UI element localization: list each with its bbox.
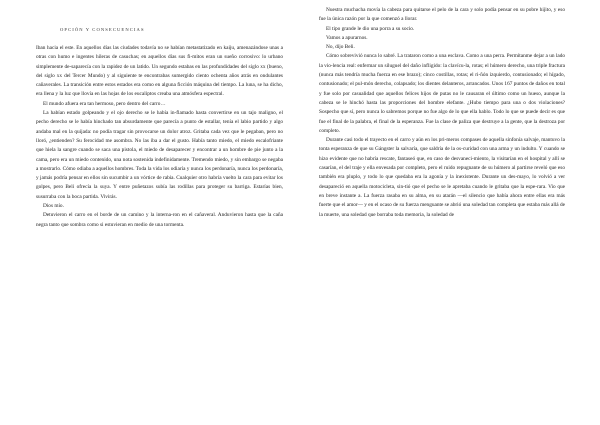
paragraph: Vamos a apurarnos. [326,34,368,41]
paragraph: Dios mío. [43,203,64,210]
left-column [36,44,283,230]
paragraph: Cómo sobrevivió nunca lo sabré. La trataron como a una esclava. Como a una perra. Permítanme dejar a un lado la vio-lencia real: enfermar un siluguel del daño infligido: la clavícu-la, rotas; el húmero derecho, una triple fractura (nunca más tendría mucha fuerza en ese brazo); cinco costillas, rotas; el ri-ñón izquierdo, contusionado; el hígado, contusionado; el pul-món derecho, colapsado; los dientes delanteros, arrancados. Unos 167 puntos de daños en total y fue solo por casualidad que aquellos felices hijos de putas no le causaran el último como un hueso, aunque la cabeza se le hinchó hasta las proporciones del hombre elefante. ¿Hubo tiempo para una o dos violaciones? Sospecho que sí, pero nunca lo sabremos porque no fue algo de lo que ella hablo. Todo lo que se puede decir es que fue el final de la palabra, el final de la esperanza. Fue la clase de paliza que destruye a la gente, que la destroza por completo. [319,53,565,134]
paragraph: Iban hacia el este. En aquellos días las ciudades todavía no se habían metastatizado en kaiju, amenazándose unas a otras con humo e ingentes hileras de casuchas; en aquellos días sus fi-mitos eran un sueño corrosivo: lo urbano simplemente de-saparecía con la rapidez de un latido. Un segundo estabas en las profundidades del siglo xx (bueno, del siglo xx del Tercer Mundo) y al siguiente te encontrabas sumergido ciento ochenta años atrás en ondulantes cañaverales. La transición entre estos estados era como en alguna ficción máquina del tiempo. La luna, se ha dicho, era llena y la luz que llovía en las hojas de los eucaliptos creaba una atmósfera espectral. [36,45,283,98]
paragraph: Detuvieron el carro en el borde de un camino y la interna-ron en el cañaveral. Anduvieron hasta que la caña negra tanto que sombra como si estuvieran en medio de una tormenta. [36,212,283,228]
paragraph: Durante casi todo el trayecto en el carro y aún en los pri-meros compases de aquella sinfonía salvaje, mantuvo la tonta esperanza de que su Gángster la salvaría, que saldría de la os-curidad con una arma y un indulto. Y cuando se hizo evidente que no habría rescate, fantaseó que, en caso de desvaneci-miento, la visitarían en el hospital y allí se casarían, el del traje y ella envesada por completo, pero el ruido repugnante de su húmero al partirse reveló que eso también era pluplo, y todo lo que quedaba era la agonía y la inexistente. Durante un des-mayo, lo volvió a ver desapareció en aquella motocicleta, sin-tió que el pecho se le apretaba cuando le gritaba que la espe-rara. Vio que en breve instante a. La fuerza rasaba en su alma, en su atarán —el silencio que había ahora entre ellas era más fuerte que el amor— y en el ocaso de su fuerza menguante se abrió una soledad tan completa que estaba más allá de la muerte, una soledad que borraba toda memoria, la soledad de [319,137,565,218]
paragraph: Nuestra muchacha movía la cabeza para quitarse el pelo de la cara y solo podía pensar en su pobre hijito, y eso fue la única razón por la que comenzó a llorar. [319,7,565,23]
paragraph: El mundo afuera era tan hermoso, pero dentro del carro… [43,100,166,107]
page-header: OPCIÓN Y CONSECUENCIAS [60,27,145,32]
paragraph: No, dijo Beli. [326,44,355,51]
paragraph: El tipo grande le dio una porra a su socio. [326,25,415,32]
paragraph: La habían estado golpeando y el ojo derecho se le había in-flamado hasta convertirse en un tajo maligno, el pecho derecho se le había hinchado tan absurdamente que parecía a punto de estallar, tenía el labio partido y algo andaba mal en la quijada: no podía tragar sin provocarse un dolor atroz. Gritaba cada vez que le pegaban, pero no lloró, ¿entienden? Su ferocidad me asombra. No las iba a dar el gusto. Había tanto miedo, el miedo escalofriante que hiela la sangre cuando se saca una pistola, el miedo de desaparecer y encontrar a un hombre de pie junto a la cama, pero era un miedo contenido, una nota sostenida indefinidamente. Tremendo miedo, y sin embargo se negaba a mostrarlo. Cómo odiaba a aquellos hombres. Toda la vida los odiaría y nunca los perdonaría, nunca los perdonaría, y jamás podría pensar en ellos sin sucumbir a un vórtice de rabia. Cualquier otro habría vuelto la cara para evitar los golpes, pero Beli ofrecía la suya. Y entre puñetazos subía las rodillas para proteger su barriga. Estarías bien, susurraba con la boca partida. Vivirás. [36,110,283,200]
right-column [319,6,565,220]
